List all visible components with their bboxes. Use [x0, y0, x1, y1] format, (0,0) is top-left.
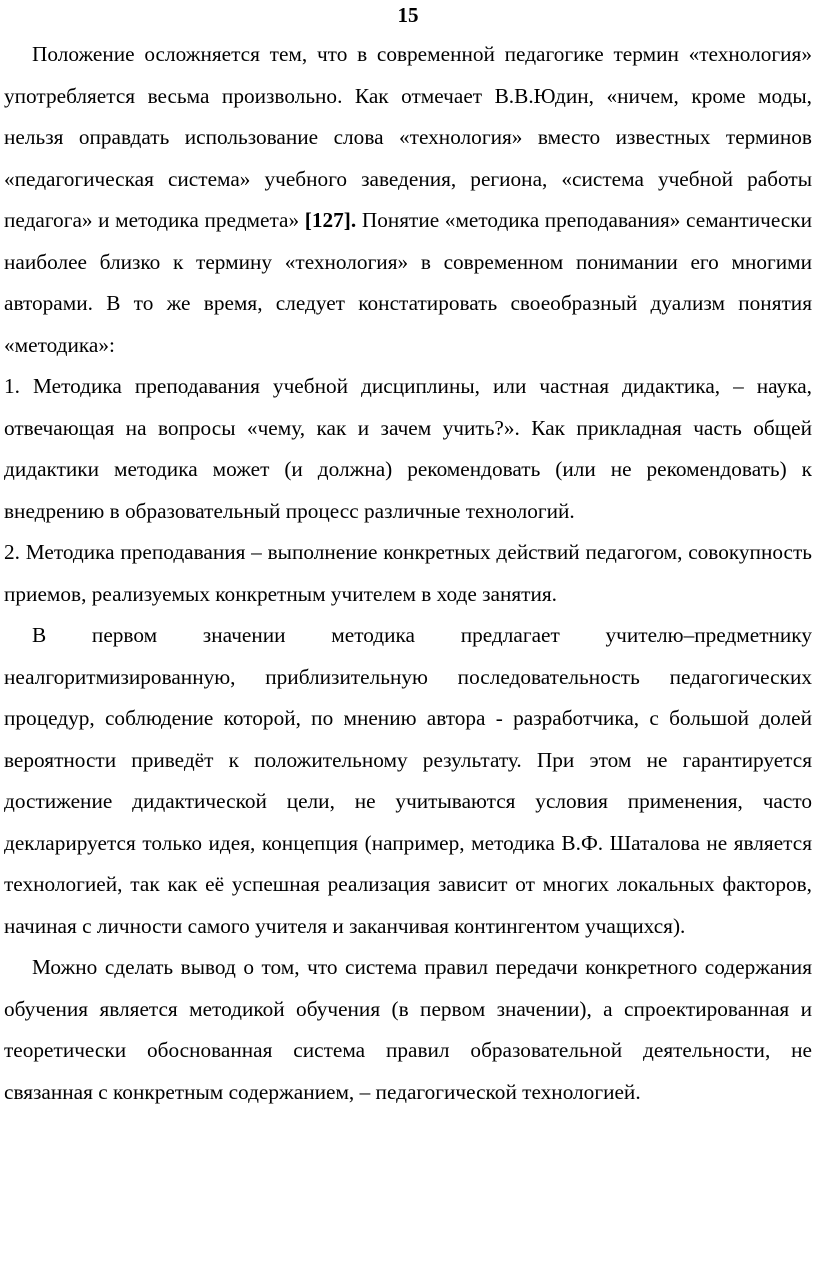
- citation-reference: [127].: [304, 208, 357, 232]
- paragraph-intro-text-before: Положение осложняется тем, что в современной педагогике термин «технология» употребляется весьма произвольно. Как отмечает В.В.Юдин, «ничем, кроме моды, нельзя оправдать использование слова «технология» вместо известных терминов «педагогическая система» учебного заведения, региона, «система учебной работы педагога» и методика предмета»: [4, 42, 812, 232]
- paragraph-conclusion: Можно сделать вывод о том, что система правил передачи конкретного содержания обучения является методикой обучения (в первом значении), а спроектированная и теоретически обоснованная система правил образовательной деятельности, не связанная с конкретным содержанием, – педагогической технологией.: [4, 955, 812, 1104]
- page-number: 15: [397, 3, 419, 27]
- list-item-2: 2. Методика преподавания – выполнение конкретных действий педагогом, совокупность приемов, реализуемых конкретным учителем в ходе занятия.: [4, 540, 812, 606]
- list-item-1: 1. Методика преподавания учебной дисциплины, или частная дидактика, – наука, отвечающая на вопросы «чему, как и зачем учить?». Как прикладная часть общей дидактики методика может (и должна) рекомендовать (или не рекомендовать) к внедрению в образовательный процесс различные технологий.: [4, 374, 812, 523]
- paragraph-first-meaning: В первом значении методика предлагает учителю–предметнику неалгоритмизированную, приблизительную последовательность педагогических процедур, соблюдение которой, по мнению автора - разработчика, с большой долей вероятности приведёт к положительному результату. При этом не гарантируется достижение дидактической цели, не учитываются условия применения, часто декларируется только идея, концепция (например, методика В.Ф. Шаталова не является технологией, так как её успешная реализация зависит от многих локальных факторов, начиная с личности самого учителя и заканчивая контингентом учащихся).: [4, 623, 812, 938]
- paragraph-intro-text-after: Понятие «методика преподавания» семантически наиболее близко к термину «технология» в современном понимании его многими авторами. В то же время, следует констатировать своеобразный дуализм понятия «методика»:: [4, 208, 812, 357]
- paragraph-intro: [4, 34, 812, 366]
